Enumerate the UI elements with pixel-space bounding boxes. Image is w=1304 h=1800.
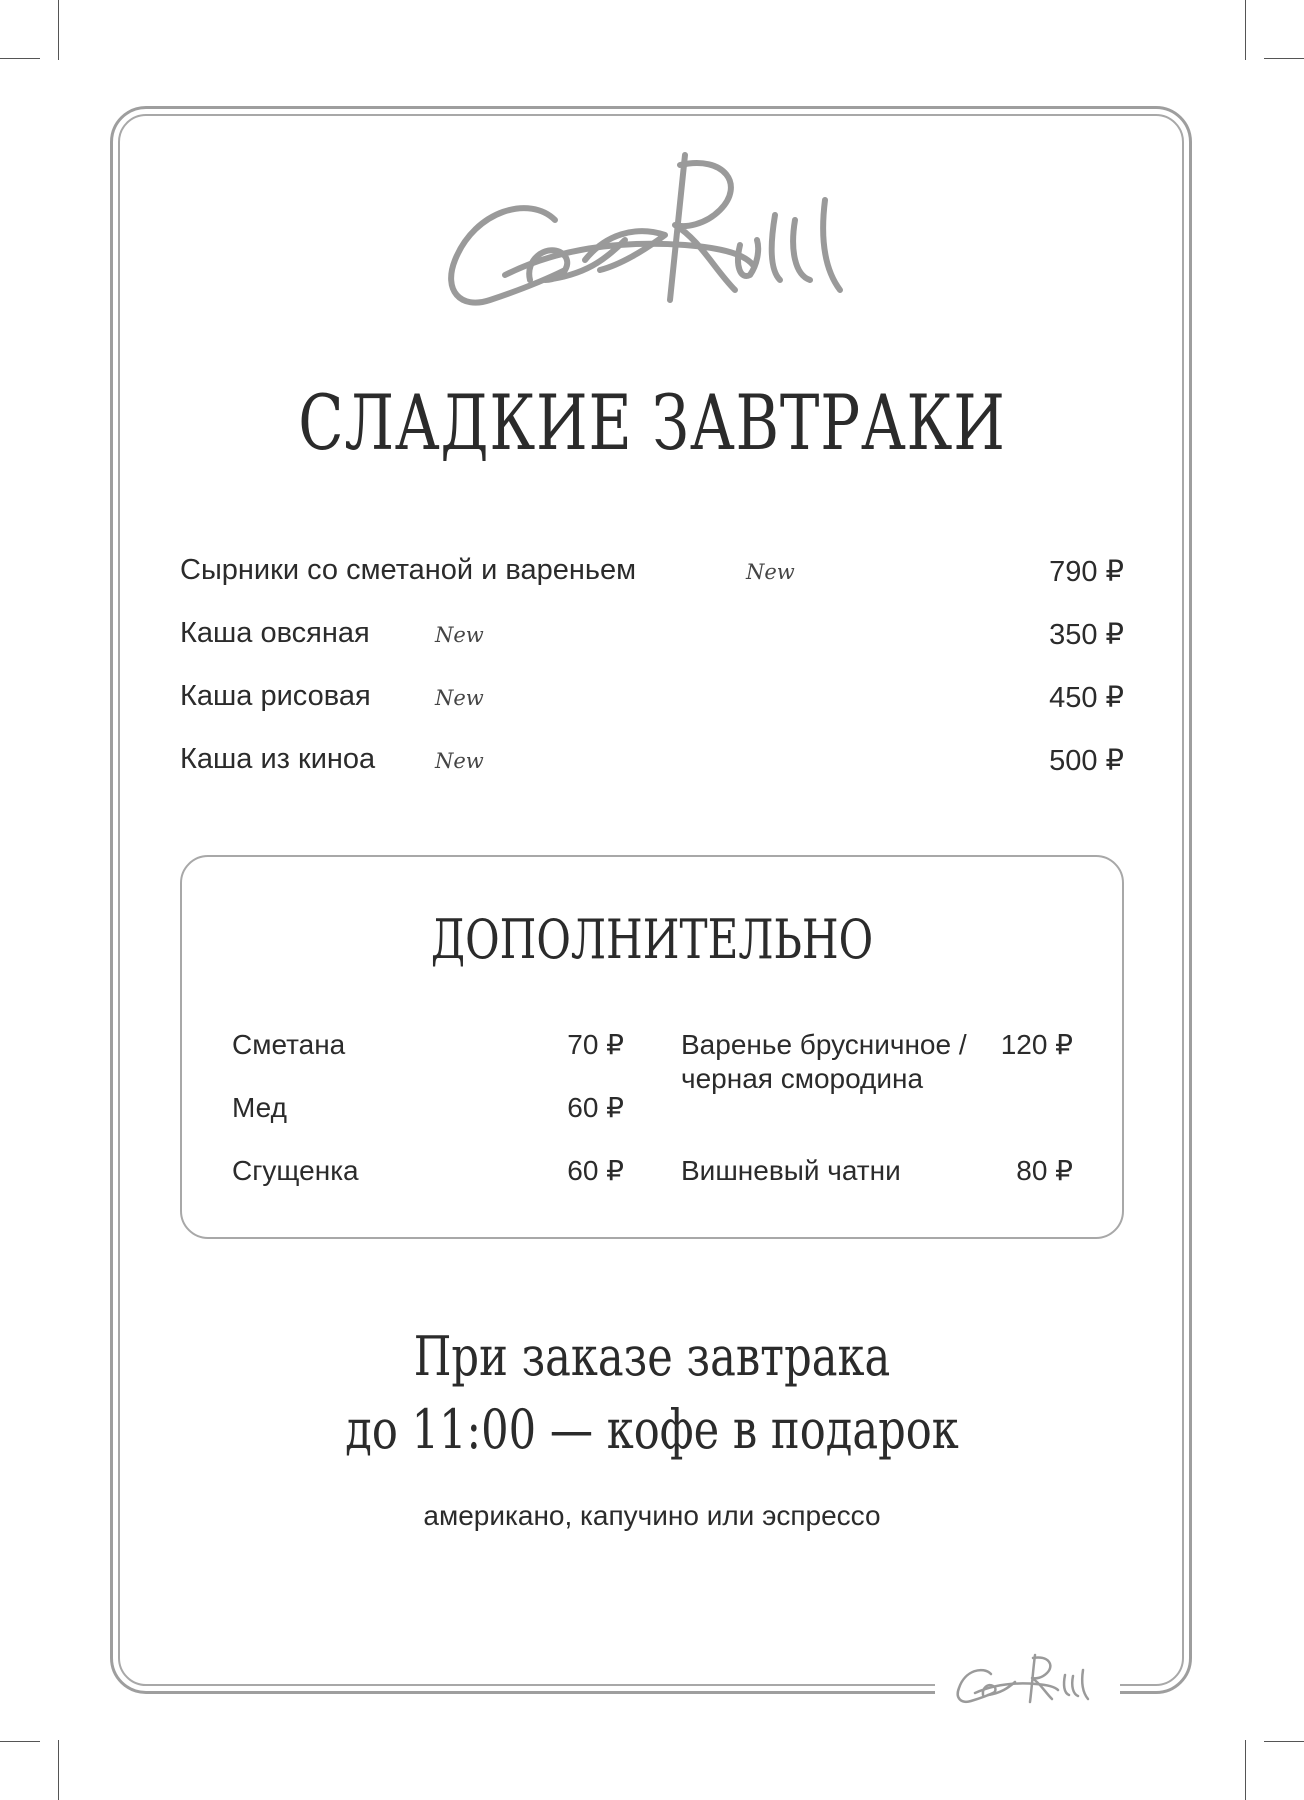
new-badge: New [435,749,484,773]
new-badge: New [435,623,484,647]
promo-line-1: При заказе завтрака [413,1325,891,1388]
crop-mark [1245,1740,1246,1800]
menu-item [180,554,1124,594]
addon-item [232,1028,624,1068]
addon-name: Сметана [232,1029,346,1060]
addon-price: 70 ₽ [567,1029,624,1060]
addon-name: Сгущенка [232,1155,359,1186]
menu-item-name: Каша рисовая [180,680,371,712]
brand-logo-small-icon [953,1650,1098,1710]
addon-item [232,1154,624,1194]
promo-note: американо, капучино или эспрессо [423,1500,881,1531]
new-badge: New [746,560,795,584]
crop-mark [0,58,40,59]
addon-price: 120 ₽ [1000,1029,1073,1060]
addon-price: 60 ₽ [567,1092,624,1123]
addon-item [232,1091,624,1131]
page-title: СЛАДКИЕ ЗАВТРАКИ [298,378,1006,467]
crop-mark [1264,58,1304,59]
menu-item-name: Сырники со сметаной и вареньем [180,554,637,586]
new-badge: New [435,686,484,710]
crop-mark [1264,1741,1304,1742]
menu-item-price: 350 ₽ [1049,619,1124,651]
brand-logo-icon [435,140,875,325]
menu-item-name: Каша из киноа [180,743,376,775]
addon-price: 80 ₽ [1016,1155,1073,1186]
menu-item-price: 450 ₽ [1049,682,1124,714]
menu-item-name: Каша овсяная [180,617,370,649]
menu-item [180,743,1124,783]
crop-mark [58,1740,59,1800]
addon-item [681,1154,1073,1194]
promo-line-2: до 11:00 — кофе в подарок [345,1398,959,1461]
addon-name: Мед [232,1092,287,1123]
menu-item [180,617,1124,657]
addon-price: 60 ₽ [567,1155,624,1186]
addon-name: Вишневый чатни [681,1155,901,1186]
menu-item-price: 790 ₽ [1049,556,1124,588]
addon-name: Варенье брусничное / черная смородина [681,1029,967,1094]
addon-item [681,1028,1073,1138]
menu-item [180,680,1124,720]
menu-item-price: 500 ₽ [1049,745,1124,777]
crop-mark [0,1741,40,1742]
crop-mark [1245,0,1246,60]
crop-mark [58,0,59,60]
addons-title: ДОПОЛНИТЕЛЬНО [430,908,874,971]
